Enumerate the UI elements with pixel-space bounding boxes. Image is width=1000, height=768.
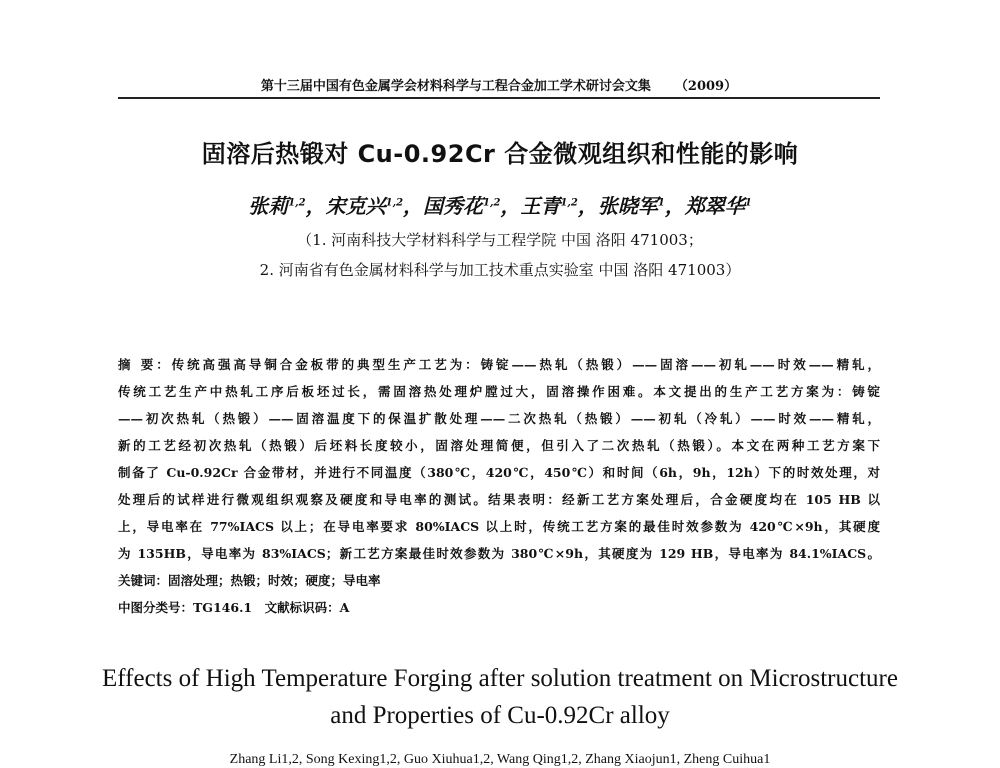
- abstract-line: 为 135HB，导电率为 83%IACS；新工艺方案最佳时效参数为 380℃×9h，其硬度为 129 HB，导电率为 84.1%IACS。: [118, 546, 880, 561]
- journal-name: 第十三届中国有色金属学会材料科学与工程合金加工学术研讨会文集: [260, 79, 651, 94]
- author-separator: ，: [305, 194, 326, 218]
- header-rule: [118, 97, 880, 99]
- abstract-line: 处理后的试样进行微观组织观察及硬度和导电率的测试。结果表明：经新工艺方案处理后，合金硬度均在 105 HB 以: [118, 492, 880, 507]
- english-title-line-1: Effects of High Temperature Forging after solution treatment on Microstructure: [102, 665, 898, 692]
- author-separator: ，: [500, 194, 521, 218]
- paper-title: 固溶后热锻对 Cu-0.92Cr 合金微观组织和性能的影响: [201, 140, 799, 168]
- abstract-line: 上，导电率在 77%IACS 以上；在导电率要求 80%IACS 以上时，传统工艺方案的最佳时效参数为 420℃×9h，其硬度: [118, 519, 880, 534]
- author: 王青: [520, 194, 561, 218]
- author: 张晓军: [597, 194, 658, 218]
- journal-year: （2009）: [674, 79, 738, 94]
- affiliation-1: （1. 河南科技大学材料科学与工程学院 中国 洛阳 471003；: [297, 231, 703, 249]
- author-separator: ，: [664, 194, 685, 218]
- author: 宋克兴: [325, 194, 386, 218]
- abstract-line: 新的工艺经初次热轧（热锻）后坯料长度较小，固溶处理简便，但引入了二次热轧（热锻）。本文在两种工艺方案下: [118, 438, 880, 453]
- keywords: 关键词：固溶处理；热锻；时效；硬度；导电率: [118, 573, 381, 588]
- abstract-line: ——初次热轧（热锻）——固溶温度下的保温扩散处理——二次热轧（热锻）——初轧（冷轧）——时效——精轧，: [118, 411, 880, 426]
- running-header: [118, 75, 880, 94]
- author: 郑翠华: [684, 194, 745, 218]
- abstract-line: 制备了 Cu-0.92Cr 合金带材，并进行不同温度（380℃，420℃，450℃）和时间（6h，9h，12h）下的时效处理，对: [118, 465, 880, 480]
- author-affiliation-mark: 1,2: [483, 197, 501, 209]
- author-affiliation-mark: 1: [744, 197, 752, 209]
- affiliation-2: 2. 河南省有色金属材料科学与加工技术重点实验室 中国 洛阳 471003）: [259, 261, 741, 279]
- author-separator: ，: [577, 194, 598, 218]
- author-affiliation-mark: 1: [657, 197, 665, 209]
- author-affiliation-mark: 1,2: [288, 197, 306, 209]
- abstract-line: 传统工艺生产中热轧工序后板坯过长，需固溶热处理炉膛过大，固溶操作困难。本文提出的生产工艺方案为：铸锭: [118, 384, 880, 399]
- author-affiliation-mark: 1,2: [385, 197, 404, 209]
- classification: 中图分类号：TG146.1 文献标识码：A: [118, 600, 350, 615]
- author: 张莉: [248, 194, 289, 218]
- author-affiliation-mark: 1,2: [560, 197, 578, 209]
- author-separator: ，: [403, 194, 424, 218]
- author-list: [0, 190, 1000, 219]
- english-title-line-2: and Properties of Cu-0.92Cr alloy: [330, 702, 670, 729]
- english-authors: Zhang Li1,2, Song Kexing1,2, Guo Xiuhua1,2, Wang Qing1,2, Zhang Xiaojun1, Zheng Cuihua1: [229, 752, 771, 767]
- author: 国秀花: [423, 194, 484, 218]
- abstract-line: 摘 要：传统高强高导铜合金板带的典型生产工艺为：铸锭——热轧（热锻）——固溶——初轧——时效——精轧，: [118, 357, 880, 372]
